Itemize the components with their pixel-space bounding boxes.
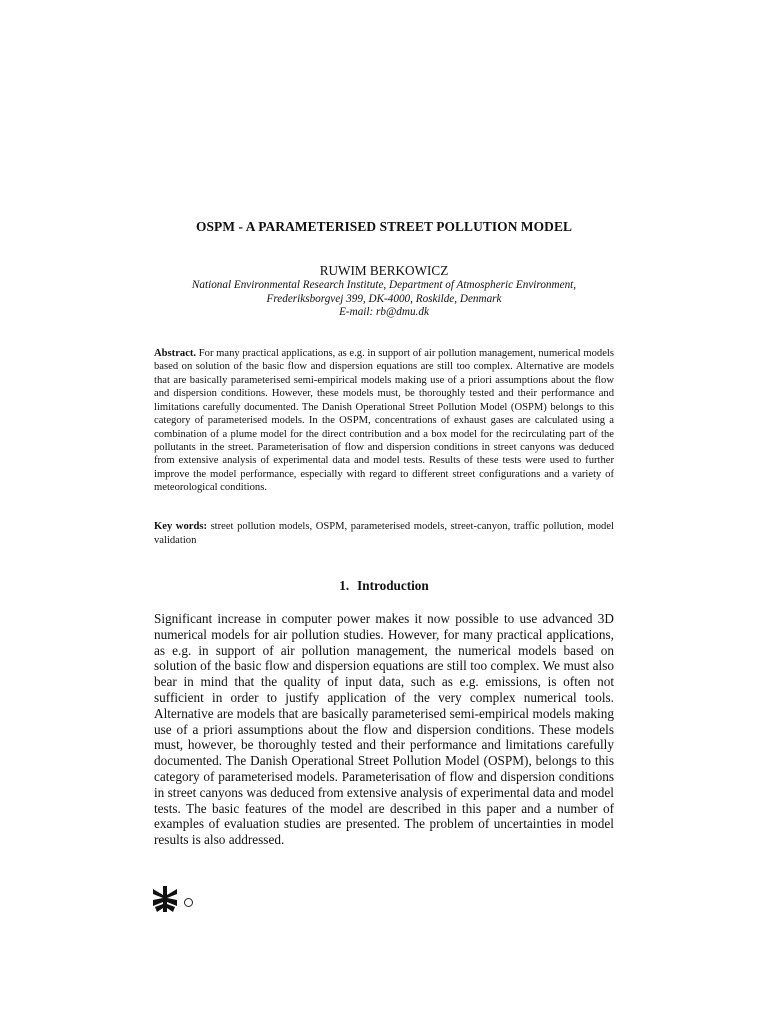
affiliation-line-address: Frederiksborgvej 399, DK-4000, Roskilde, Denmark (266, 292, 502, 305)
abstract-text: For many practical applications, as e.g. in support of air pollution management, numerical models based on solution of the basic flow and dispersion equations are still too complex. Alternative are models that are basically parameterised semi-empirical models making use of a priori assumptions about the flow and dispersion conditions. However, these models must, be thoroughly tested and their performance and limitations carefully documented. The Danish Operational Street Pollution Model (OSPM) belongs to this category of parameterised models. In the OSPM, concentrations of exhaust gases are calculated using a combination of a plume model for the direct contribution and a box model for the recirculating part of the pollutants in the street. Parameterisation of flow and dispersion conditions in street canyons was deduced from extensive analysis of experimental data and model tests. Results of these tests were used to further improve the model performance, especially with regard to different street configurations and a variety of meteorological conditions. (154, 348, 615, 494)
section-title: Introduction (357, 578, 429, 593)
keywords-label: Key words: (154, 521, 207, 532)
section-number: 1. (339, 578, 350, 593)
keywords-text: street pollution models, OSPM, parameterised models, street-canyon, traffic pollution, model validation (154, 521, 614, 546)
introduction-paragraph: Significant increase in computer power makes it now possible to use advanced 3D numerical models for air pollution studies. However, for many practical applications, as e.g. in support of air pollution management, the numerical models based on solution of the basic flow and dispersion equations are still too complex. We must also bear in mind that the quality of input data, such as e.g. emissions, is often not sufficient in order to justify application of the very complex numerical tools. Alternative are models that are basically parameterised semi-empirical models making use of a priori assumptions about the flow and dispersion conditions. These models must, however, be thoroughly tested and their performance and limitations carefully documented. The Danish Operational Street Pollution Model (OSPM), belongs to this category of parameterised models. Parameterisation of flow and dispersion conditions in street canyons was deduced from extensive analysis of experimental data and model tests. The basic features of the model are described in this paper and a number of examples of evaluation studies are presented. The problem of uncertainties in model results is also addressed. (154, 611, 614, 848)
paper-title: OSPM - A PARAMETERISED STREET POLLUTION MODEL (195, 219, 573, 234)
publisher-logo-icon (153, 886, 177, 912)
abstract-label: Abstract. (154, 348, 197, 359)
author-name: RUWIM BERKOWICZ (319, 263, 449, 278)
keywords (154, 520, 614, 548)
section-heading-introduction (0, 578, 768, 594)
circle-icon (184, 898, 193, 907)
affiliation-line-email: E-mail: rb@dmu.dk (339, 306, 429, 319)
author-affiliation (0, 279, 768, 320)
abstract (154, 347, 614, 495)
affiliation-line-institute: National Environmental Research Institute, Department of Atmospheric Environment, (191, 279, 577, 291)
